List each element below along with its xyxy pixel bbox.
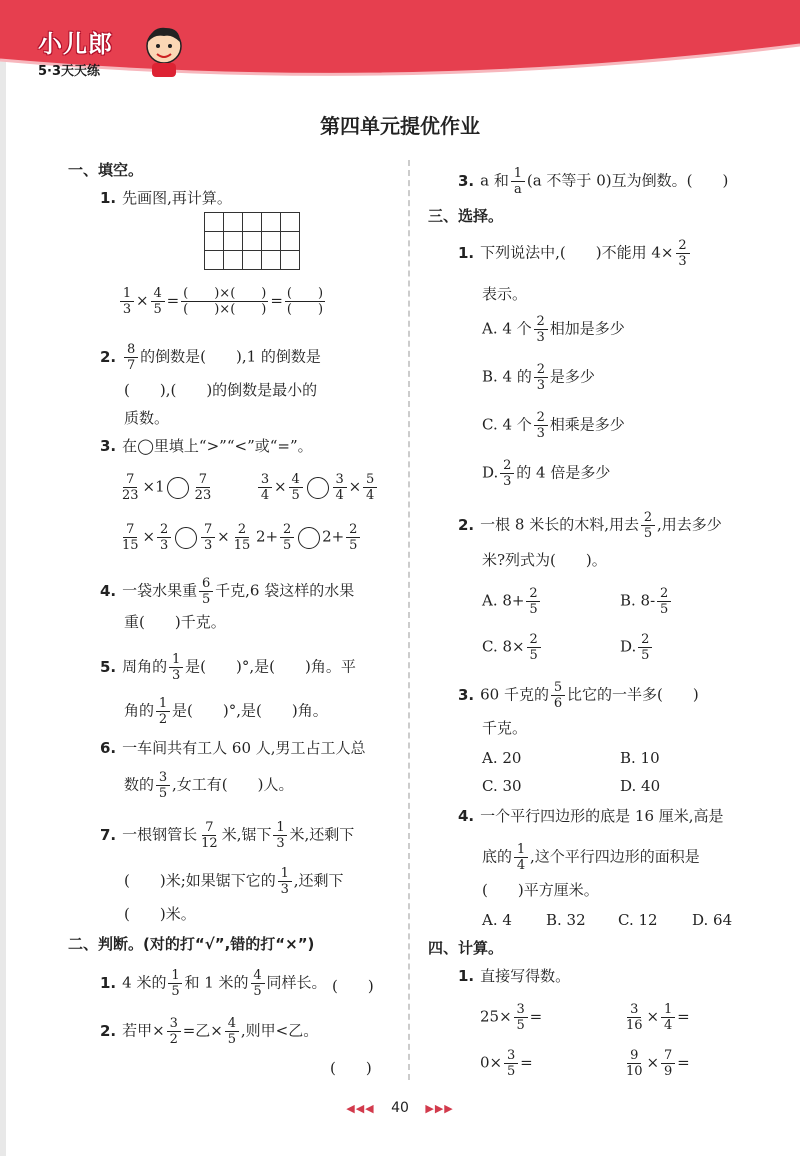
s3-q3-option-d[interactable]: D. 40 (620, 777, 661, 795)
s1-q3-b: $\frac{3}{4}$ × $\frac{4}{5}$ $\frac{3}{4}$ × $\frac{5}{4}$ (256, 472, 379, 503)
header-banner (0, 0, 800, 90)
s4-q1: 1. 直接写得数。 (458, 967, 571, 985)
s1-q2: 2. $\frac{8}{7}$ 的倒数是( ),1 的倒数是 (100, 342, 321, 373)
s1-q3-d: 2+ $\frac{2}{5}$ 2+ $\frac{2}{5}$ (256, 522, 362, 553)
s3-q2-line2: 米?列式为( )。 (482, 551, 607, 569)
s1-q2-line3: 质数。 (124, 409, 170, 427)
brand-logo (38, 24, 113, 79)
compare-circle[interactable] (298, 527, 320, 549)
page-footer (0, 1100, 800, 1116)
fraction: $\frac{1}{3}$ (120, 286, 134, 317)
mascot-icon (142, 22, 186, 80)
answer-fraction[interactable]: ( )×( ) ( )×( ) (183, 286, 267, 317)
s1-q5: 5. 周角的 $\frac{1}{3}$ 是( )°,是( )角。平 (100, 652, 356, 683)
section-2-title: 二、判断。(对的打“√”,错的打“×”) (68, 935, 315, 953)
compare-circle[interactable] (175, 527, 197, 549)
s1-q6: 6. 一车间共有工人 60 人,男工占工人总 (100, 739, 366, 757)
fraction: $\frac{8}{7}$ (124, 342, 138, 373)
q-text: 先画图,再计算。 (122, 189, 232, 207)
s1-q7-line3[interactable]: ( )米。 (124, 905, 196, 923)
s3-q1-option-a[interactable]: A. 4 个 $\frac{2}{3}$ 相加是多少 (482, 314, 625, 345)
s1-q2-line2[interactable]: ( ),( )的倒数是最小的 (124, 381, 318, 399)
s2-q1: 1. 4 米的 $\frac{1}{5}$ 和 1 米的 $\frac{4}{5}$ 同样长。 (100, 968, 327, 999)
section-1-title: 一、填空。 (68, 161, 144, 179)
right-arrows-icon: ▶▶▶ (425, 1102, 454, 1115)
s3-q1-option-c[interactable]: C. 4 个 $\frac{2}{3}$ 相乘是多少 (482, 410, 625, 441)
s3-q1: 1. 下列说法中,( )不能用 4× $\frac{2}{3}$ (458, 238, 692, 269)
calc-1[interactable]: 25× $\frac{3}{5}$ = (480, 1002, 543, 1033)
s1-q7-line2: ( )米;如果锯下它的 $\frac{1}{3}$ ,还剩下 (124, 866, 344, 897)
s1-q1 (100, 188, 232, 208)
drawing-grid[interactable] (204, 212, 300, 270)
calc-4[interactable]: $\frac{9}{10}$ × $\frac{7}{9}$ = (626, 1048, 690, 1079)
s1-q5-line2: 角的 $\frac{1}{2}$ 是( )°,是( )角。 (124, 696, 328, 727)
s1-q3: 3. 在◯里填上“>”“<”或“=”。 (100, 437, 313, 455)
s3-q4-option-b[interactable]: B. 32 (546, 911, 586, 929)
s3-q2-option-a[interactable]: A. 8+ $\frac{2}{5}$ (482, 586, 542, 617)
s3-q3-option-b[interactable]: B. 10 (620, 749, 660, 767)
column-divider (408, 160, 410, 1080)
s3-q1-option-b[interactable]: B. 4 的 $\frac{2}{3}$ 是多少 (482, 362, 595, 393)
logo-main-text: 小儿郎 (38, 30, 113, 58)
compare-circle[interactable] (307, 477, 329, 499)
s3-q2-option-d[interactable]: D. $\frac{2}{5}$ (620, 632, 654, 663)
s1-q4-line2[interactable]: 重( )千克。 (124, 613, 226, 631)
s3-q4-line2: 底的 $\frac{1}{4}$ ,这个平行四边形的面积是 (482, 842, 700, 873)
s1-q4: 4. 一袋水果重 $\frac{6}{5}$ 千克,6 袋这样的水果 (100, 576, 355, 607)
page-edge (0, 0, 6, 1156)
s3-q2: 2. 一根 8 米长的木料,用去 $\frac{2}{5}$ ,用去多少 (458, 510, 722, 541)
s1-q1-equation: $\frac{1}{3}$ × $\frac{4}{5}$ = ( )×( ) ( )×( ) = ( ) ( ) (118, 286, 327, 317)
s3-q1-option-d[interactable]: D. $\frac{2}{3}$ 的 4 倍是多少 (482, 458, 611, 489)
s3-q4-option-c[interactable]: C. 12 (618, 911, 658, 929)
section-4-title: 四、计算。 (428, 939, 504, 957)
answer-fraction[interactable]: ( ) ( ) (286, 286, 324, 317)
s3-q3: 3. 60 千克的 $\frac{5}{6}$ 比它的一半多( ) (458, 680, 699, 711)
s2-q2-answer[interactable]: ( ) (330, 1059, 372, 1077)
s3-q3-line2: 千克。 (482, 719, 528, 737)
left-arrows-icon: ◀◀◀ (346, 1102, 375, 1115)
s2-q1-answer[interactable]: ( ) (332, 977, 374, 995)
page-title: 第四单元提优作业 (320, 114, 480, 138)
s3-q4-option-d[interactable]: D. 64 (692, 911, 733, 929)
s3-q4-option-a[interactable]: A. 4 (482, 911, 512, 929)
s3-q2-option-b[interactable]: B. 8- $\frac{2}{5}$ (620, 586, 673, 617)
s3-q2-option-c[interactable]: C. 8× $\frac{2}{5}$ (482, 632, 543, 663)
q-number: 1. (100, 189, 117, 207)
page-number: 40 (391, 1100, 409, 1116)
logo-sub-text: 5·3天天练 (38, 64, 101, 79)
s1-q3-c: $\frac{7}{15}$ × $\frac{2}{3}$ $\frac{7}{3}$ × $\frac{2}{15}$ (122, 522, 251, 553)
s1-q3-a: $\frac{7}{23}$ ×1 $\frac{7}{23}$ (122, 472, 212, 503)
fraction: $\frac{4}{5}$ (151, 286, 165, 317)
s3-q1-line2: 表示。 (482, 285, 528, 303)
s2-q3: 3. a 和 $\frac{1}{a}$ (a 不等于 0)互为倒数。( ) (458, 166, 729, 197)
section-3-title: 三、选择。 (428, 207, 504, 225)
s3-q4-line3[interactable]: ( )平方厘米。 (482, 881, 599, 899)
s3-q3-option-a[interactable]: A. 20 (482, 749, 522, 767)
s1-q7: 7. 一根钢管长 $\frac{7}{12}$ 米,锯下 $\frac{1}{3}$ 米,还剩下 (100, 820, 355, 851)
calc-3[interactable]: 0× $\frac{3}{5}$ = (480, 1048, 533, 1079)
calc-2[interactable]: $\frac{3}{16}$ × $\frac{1}{4}$ = (626, 1002, 690, 1033)
s3-q4: 4. 一个平行四边形的底是 16 厘米,高是 (458, 807, 724, 825)
s1-q6-line2: 数的 $\frac{3}{5}$ ,女工有( )人。 (124, 770, 294, 801)
s3-q3-option-c[interactable]: C. 30 (482, 777, 522, 795)
compare-circle[interactable] (167, 477, 189, 499)
s2-q2: 2. 若甲× $\frac{3}{2}$ =乙× $\frac{4}{5}$ ,则甲<乙。 (100, 1016, 319, 1047)
